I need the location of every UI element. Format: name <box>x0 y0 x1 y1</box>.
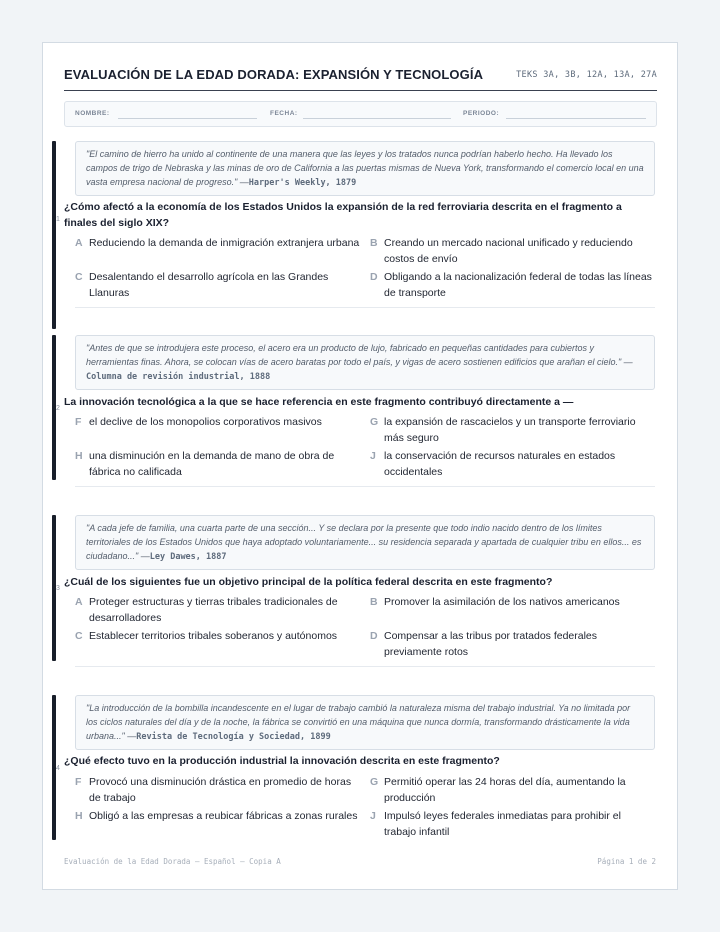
answer-option-d[interactable] <box>370 269 655 301</box>
option-letter: C <box>75 630 83 642</box>
question-stem: La innovación tecnológica a la que se hace referencia en este fragmento contribuyó directamente a — <box>64 396 574 408</box>
quote-text: "A cada jefe de familia, una cuarta parte de una sección... Y se declara por la presente que todo indio nacido dentro de los límites territoriales de los Estados Unidos que haya adoptado voluntariamente... su residencia separada y apartada de cualquier tribu en ellos... es ciudadano..." — <box>86 523 642 561</box>
quote-text: "El camino de hierro ha unido al continente de una manera que las leyes y los tratados nunca podrían haberlo hecho. Ha llevado los campos de trigo de Nebraska y las minas de oro de California a las puertas mismas de Nueva York, transformando el comercio local en una vasta empresa nacional de progreso." — <box>86 149 644 187</box>
option-letter: J <box>370 450 376 462</box>
option-letter: D <box>370 630 378 642</box>
date-line[interactable] <box>303 118 451 119</box>
answer-option-h[interactable] <box>75 448 360 480</box>
answer-option-f[interactable] <box>75 414 360 430</box>
option-text: Permitió operar las 24 horas del día, aumentando la producción <box>384 776 626 804</box>
source-quote <box>75 335 655 390</box>
question-number: 3 <box>56 585 60 592</box>
option-letter: A <box>75 596 83 608</box>
option-text: Proteger estructuras y tierras tribales tradicionales de desarrolladores <box>89 596 338 624</box>
option-letter: D <box>370 271 378 283</box>
answer-option-c[interactable] <box>75 628 360 644</box>
answer-option-h[interactable] <box>75 808 360 824</box>
option-text: el declive de los monopolios corporativos masivos <box>89 416 322 428</box>
footer-left: Evaluación de la Edad Dorada — Español — Copia A <box>64 857 281 866</box>
option-text: una disminución en la demanda de mano de obra de fábrica no calificada <box>89 450 335 478</box>
answer-option-a[interactable] <box>75 594 360 626</box>
answer-option-f[interactable] <box>75 774 360 806</box>
quote-source: Revista de Tecnología y Sociedad, 1899 <box>136 732 331 742</box>
answer-option-j[interactable] <box>370 808 655 840</box>
answer-option-b[interactable] <box>370 594 655 610</box>
worksheet-header <box>64 67 657 91</box>
option-text: Obligando a la nacionalización federal de todas las líneas de transporte <box>384 271 652 299</box>
option-letter: G <box>370 416 379 428</box>
period-label: PERIODO: <box>463 110 500 117</box>
teks-standards: TEKS 3A, 3B, 12A, 13A, 27A <box>516 70 657 80</box>
option-letter: J <box>370 810 376 822</box>
source-quote <box>75 695 655 750</box>
answer-option-b[interactable] <box>370 235 655 267</box>
source-quote <box>75 515 655 570</box>
student-info-fields <box>64 101 657 127</box>
date-label: FECHA: <box>270 110 298 117</box>
question-number: 1 <box>56 216 60 223</box>
option-letter: B <box>370 596 378 608</box>
question-stem: ¿Qué efecto tuvo en la producción industrial la innovación descrita en este fragmento? <box>64 755 500 767</box>
question-accent-bar <box>52 141 56 329</box>
option-text: Establecer territorios tribales soberanos y autónomos <box>89 630 338 642</box>
question-number: 2 <box>56 405 60 412</box>
quote-text: "Antes de que se introdujera este proceso, el acero era un producto de lujo, fabricado en pequeñas cantidades para cubiertos y herramientas finas. Ahora, se colocan vías de acero baratas por todo el país, y vigas de acero sostienen edificios que arañan el cielo." — <box>86 343 633 367</box>
question-divider <box>75 307 655 308</box>
option-text: Impulsó leyes federales inmediatas para prohibir el trabajo infantil <box>384 810 621 838</box>
option-text: Reduciendo la demanda de inmigración extranjera urbana <box>89 237 360 249</box>
quote-text: "La introducción de la bombilla incandescente en el lugar de trabajo cambió la naturaleza misma del trabajo industrial. Ya no limitada por los ciclos naturales del día y de la noche, la fábrica se convirtió en una máquina que nunca dormía, transformando drásticamente la vida urbana..." — <box>86 703 631 741</box>
option-text: la conservación de recursos naturales en estados occidentales <box>384 450 616 478</box>
option-letter: C <box>75 271 83 283</box>
answer-option-a[interactable] <box>75 235 360 251</box>
option-letter: F <box>75 776 82 788</box>
option-text: Desalentando el desarrollo agrícola en las Grandes Llanuras <box>89 271 329 299</box>
question-number: 4 <box>56 765 60 772</box>
name-label: NOMBRE: <box>75 110 110 117</box>
quote-source: Harper's Weekly, 1879 <box>248 178 357 188</box>
quote-source: Columna de revisión industrial, 1888 <box>86 372 271 382</box>
source-quote <box>75 141 655 196</box>
option-letter: A <box>75 237 83 249</box>
option-letter: F <box>75 416 82 428</box>
answer-option-c[interactable] <box>75 269 360 301</box>
footer-page-number: Página 1 de 2 <box>597 857 656 866</box>
answer-option-g[interactable] <box>370 414 655 446</box>
option-text: Provocó una disminución drástica en promedio de horas de trabajo <box>89 776 352 804</box>
answer-option-g[interactable] <box>370 774 655 806</box>
quote-source: Ley Dawes, 1887 <box>149 552 227 562</box>
option-text: Obligó a las empresas a reubicar fábricas a zonas rurales <box>89 810 358 822</box>
period-line[interactable] <box>506 118 646 119</box>
option-letter: H <box>75 450 83 462</box>
question-divider <box>75 486 655 487</box>
option-letter: G <box>370 776 379 788</box>
question-divider <box>75 666 655 667</box>
question-stem: ¿Cuál de los siguientes fue un objetivo principal de la política federal descrita en este fragmento? <box>64 576 553 588</box>
worksheet-page <box>42 42 678 890</box>
option-text: la expansión de rascacielos y un transporte ferroviario más seguro <box>384 416 636 444</box>
option-letter: H <box>75 810 83 822</box>
name-line[interactable] <box>118 118 257 119</box>
option-text: Creando un mercado nacional unificado y reduciendo costos de envío <box>384 237 633 265</box>
question-stem: ¿Cómo afectó a la economía de los Estados Unidos la expansión de la red ferroviaria descrita en el fragmento a finales del siglo XIX? <box>64 201 622 229</box>
answer-option-d[interactable] <box>370 628 655 660</box>
option-text: Promover la asimilación de los nativos americanos <box>384 596 620 608</box>
option-letter: B <box>370 237 378 249</box>
option-text: Compensar a las tribus por tratados federales previamente rotos <box>384 630 598 658</box>
answer-option-j[interactable] <box>370 448 655 480</box>
page-title: EVALUACIÓN DE LA EDAD DORADA: EXPANSIÓN Y TECNOLOGÍA <box>64 67 484 82</box>
